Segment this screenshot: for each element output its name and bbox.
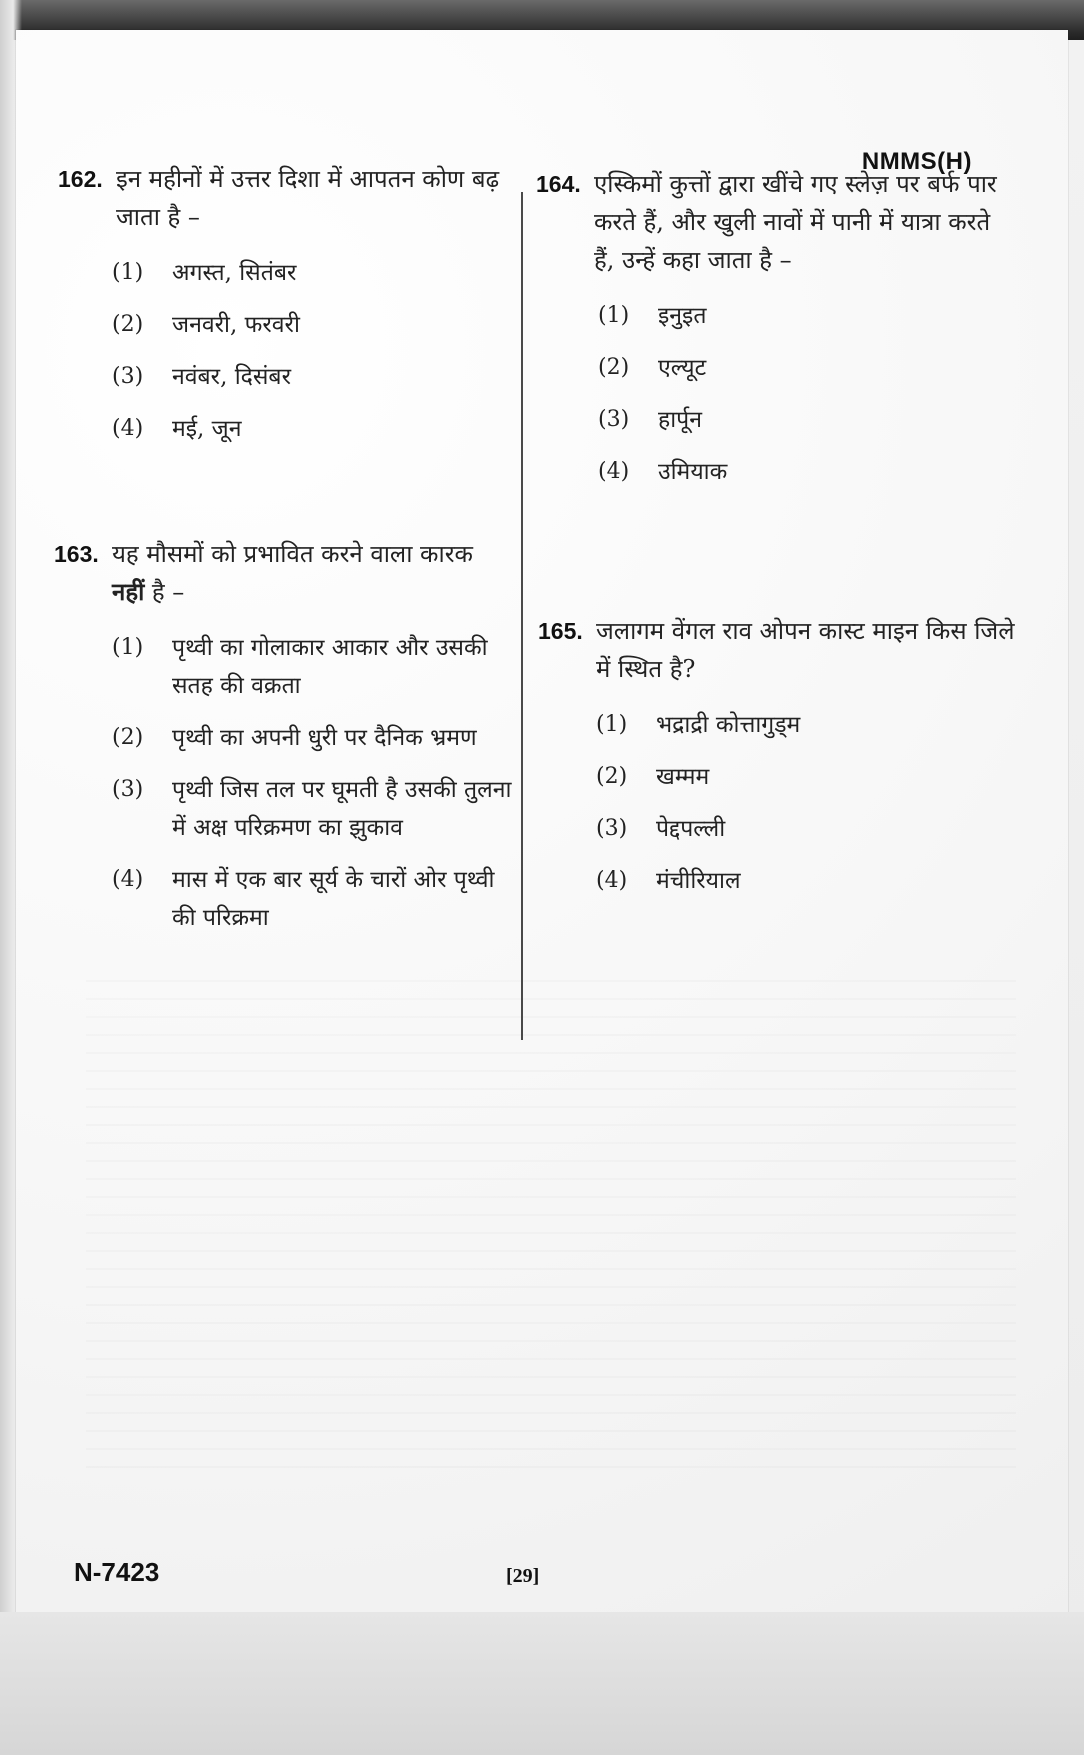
option-text: उमियाक: [658, 459, 728, 485]
option-4: [112, 861, 512, 937]
option-3: [596, 810, 1038, 848]
question-163: [54, 535, 512, 951]
option-number: (2): [598, 355, 630, 380]
option-number: (1): [596, 712, 628, 737]
options-list: [112, 254, 513, 448]
question-text-part: है –: [144, 578, 185, 606]
option-text: मंचीरियाल: [656, 868, 741, 894]
question-number: 165.: [538, 618, 583, 644]
option-text: मास में एक बार सूर्य के चारों ओर पृथ्वी की परिक्रमा: [172, 867, 495, 931]
option-text: नवंबर, दिसंबर: [172, 364, 291, 390]
option-number: (3): [112, 777, 144, 802]
option-number: (3): [112, 364, 144, 389]
options-list: [598, 297, 1036, 491]
option-text: अगस्त, सितंबर: [172, 260, 297, 286]
option-text: पृथ्वी का गोलाकार आकार और उसकी सतह की वक्रता: [172, 635, 488, 699]
option-number: (3): [598, 407, 630, 432]
option-text: मई, जून: [172, 416, 242, 442]
bleed-through-texture: [86, 980, 1016, 1480]
question-number: 162.: [58, 166, 103, 192]
option-2: [596, 758, 1038, 796]
question-row: [536, 165, 1036, 279]
option-number: (4): [596, 868, 628, 893]
option-text: जनवरी, फरवरी: [172, 312, 300, 338]
option-number: (1): [112, 635, 144, 660]
option-3: [598, 401, 1036, 439]
question-number: 163.: [54, 541, 99, 567]
option-2: [112, 719, 512, 757]
page-number: [29]: [506, 1565, 540, 1587]
option-text: पेद्दपल्ली: [656, 816, 726, 842]
header-code: NMMS(H): [861, 148, 972, 175]
option-text: पृथ्वी का अपनी धुरी पर दैनिक भ्रमण: [172, 725, 477, 751]
option-4: [598, 453, 1036, 491]
option-4: [596, 862, 1038, 900]
question-text: इन महीनों में उत्तर दिशा में आपतन कोण बढ़ जाता है –: [116, 165, 500, 231]
option-number: (2): [112, 312, 144, 337]
footer-code: N-7423: [74, 1557, 160, 1587]
option-number: (4): [598, 459, 630, 484]
question-text: जलागम वेंगल राव ओपन कास्ट माइन किस जिले में स्थित है?: [596, 617, 1015, 683]
question-text-part: यह मौसमों को प्रभावित करने वाला कारक: [112, 540, 473, 568]
options-list: [112, 629, 512, 937]
option-number: (4): [112, 867, 144, 892]
question-164: [536, 165, 1036, 505]
question-text: एस्किमों कुत्तों द्वारा खींचे गए स्लेज़ पर बर्फ पार करते हैं, और खुली नावों में पानी में यात्रा करते हैं, उन्हें कहा जाता है –: [594, 170, 997, 274]
option-number: (2): [596, 764, 628, 789]
option-number: (3): [596, 816, 628, 841]
option-text: एल्यूट: [658, 355, 707, 381]
question-text: [112, 535, 512, 611]
option-1: [598, 297, 1036, 335]
question-165: [538, 612, 1038, 914]
option-4: [112, 410, 513, 448]
column-divider: [521, 192, 523, 1040]
document-page: [16, 30, 1068, 1622]
option-number: (1): [112, 260, 144, 285]
option-number: (1): [598, 303, 630, 328]
question-number: 164.: [536, 171, 581, 197]
options-list: [596, 706, 1038, 900]
option-text: इनुइत: [658, 303, 707, 329]
option-text: हार्पून: [658, 407, 702, 433]
option-text: पृथ्वी जिस तल पर घूमती है उसकी तुलना में अक्ष परिक्रमण का झुकाव: [172, 777, 512, 841]
question-row: [58, 160, 513, 236]
option-1: [596, 706, 1038, 744]
option-2: [112, 306, 513, 344]
option-text: खम्मम: [656, 764, 710, 790]
question-row: [54, 535, 512, 611]
option-3: [112, 358, 513, 396]
question-162: [58, 160, 513, 462]
option-2: [598, 349, 1036, 387]
option-1: [112, 254, 513, 292]
question-text-emphasis: नहीं: [112, 577, 145, 606]
option-1: [112, 629, 512, 705]
option-number: (2): [112, 725, 144, 750]
question-row: [538, 612, 1038, 688]
option-number: (4): [112, 416, 144, 441]
option-3: [112, 771, 512, 847]
option-text: भद्राद्री कोत्तागुड्म: [656, 712, 801, 738]
scan-bottom-area: [0, 1612, 1084, 1755]
